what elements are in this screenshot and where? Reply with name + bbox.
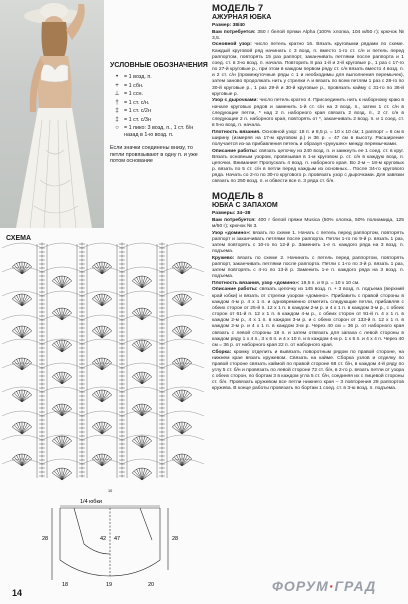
slip-stitch-icon: ⊥ <box>114 91 120 97</box>
legend-item <box>110 108 208 115</box>
legend-item-text: = 1 возд. п. <box>124 74 152 80</box>
legend-item <box>110 125 208 139</box>
schema-title: СХЕМА <box>6 235 32 242</box>
dim-19: 19 <box>106 582 113 588</box>
model8-para: Описание работы: связать цепочку из 145 возд. п. + 3 возд. п. подъема (верхний край юбки) и вязать от стрелки узором «домино». Прибавить с правой стороны в каждом 4-м р. 4 х 1 п. и одновременно отметить следующие петли, прибавляя с обеих сторон от 25-й п. 12 х 1 п. в каждом 2-м р. и 4 х 1 п. в каждом 3-м р., с обеих сторон от 61-й п. 12 х 1 п. в каждом 4-м р., с обеих сторон от 91-й п. 4 х 1 п. в каждом 2-м р., 4 х 1 п. в каждом 3-м р. и с обеих сторон от 133-й п. 12 х 1 п. в каждом 2-м р. и 4 х 1 п. в каждом 3-м р. Через 40 см = 36 р. от наборного края связать с левой стороны 18 п. и затем отвязать для запаха с левой стороны в каждом ряду 1 х 4 п., 3 х 6 п. и 4 х 10 п. и в каждом 4-м р. 1 х 5 п. и 4 х 4 п. Через 40 см = 36 р. от наборного края 22 п. от наборного края. <box>212 287 404 348</box>
model8-para: Кружево: вязать по схеме 2. Начинать с петель перед раппортом, повторять раппорт, заканчивать петлями после раппорта. Петли с 1-го по 3-й р. вязать 1 раз, затем повторять с 4-го по 13-й р. Заменить 1-е п. каждого ряда на 3 возд. п. подъема. <box>212 255 404 280</box>
model7-para: Вам потребуется: 350 г белой пряжи Alpha (100% хлопка, 104 м/50 г); крючок № 3,5. <box>212 29 404 41</box>
legend-note: Если значки соединены внизу, то петли провязывают в одну п. и уже потом основание <box>110 145 198 165</box>
model8-para: Сборка: кромку отделить и вывязать поворотным рядом по правой стороне, на нижнем крае вязать кружевом. Связать на кайме. Сборка узлов и отделку по правой стороне связать каймой по правой стороне 68 ст. б/н, в каждом 4-й ряду по углу 5 ст. б/н и провязать по левой стороне 72 ст. б/н, в 2-го р. вязать петли от узора с обеих сторон, по бортам 3 в каждом угла 5 ст. б/н, соединяя их с лицевой стороны ст. б/н. Провязать кружевом все петли нижнего края – 3 повторения 28 раппортов кружева. В конце работы провязать по бортам 1 соед. ст. в 3-ю возд. п. подъема. <box>212 349 404 392</box>
legend-item-text: = 1 ссн. <box>124 91 144 97</box>
quarter-schematic <box>52 506 168 580</box>
model7-subtitle: АЖУРНАЯ ЮБКА <box>212 14 272 21</box>
model8-size: Размеры: 34–38 <box>212 211 251 217</box>
model8-para: Узор «домино»: вязать по схеме 1. Начать с петель перед раппортом, повторять раппорт и заканчивать петлями после раппорта. Петли 1-го по 9-й р. вязать 1 раз, затем повторять с 10-го по 12-й р. Заменить 1-е п. каждого ряда на 3 возд. п. подъема. <box>212 230 404 254</box>
legend <box>110 62 208 165</box>
chain-stitch-icon: • <box>115 74 119 80</box>
row-mark: 10 <box>108 489 113 493</box>
dim-47: 47 <box>114 536 121 542</box>
model8-para: Плотность вязания, узор «домино»: 19,5 п. и 9 р. = 10 х 10 см. <box>212 280 360 286</box>
legend-item-text: = 1 ст. с/н. <box>124 99 150 106</box>
watermark-logo: ФОРУМ·ГРАД <box>272 578 377 594</box>
legend-item <box>110 74 208 81</box>
dim-28-right: 28 <box>172 536 179 542</box>
single-crochet-icon: + <box>115 82 119 89</box>
model7-title: МОДЕЛЬ 7 <box>212 3 264 14</box>
model7-para: Плотность вязания. Основной узор: 18 п. и 8,5 р. = 10 х 10 см; 1 раппорт = 6 см в ширину (измеряя на 17-м круговом р.) и 36 р. = 47 см в высоту. Расширение получается из-за прибавления петель и образуя «рукушек» между перемычками. <box>212 129 404 147</box>
model7-para: Узор с дырочками: число петель кратно 4. Присоединить нить к наборному краю в начале круговых рядов и заменить 1-й ст. с/н на 3 возд. п., затем 1 ст. с/н в следующие петли, * над 2 п. наборного края связать 2 возд. п., 2 ст. с/н в следующие 2 п. наборного края, повторять от *, заканчивать 2 возд. п. и 1 соед. ст. в 5-ю возд. п. начала. <box>212 98 404 128</box>
crochet-diagram <box>0 240 208 590</box>
dim-18: 18 <box>62 582 69 588</box>
model8-subtitle: ЮБКА С ЗАПАХОМ <box>212 202 278 210</box>
model8-para: Вам потребуется: 400 г белой пряжи Musica (50% хлопка, 50% полиамида, 125 м/50 г); крючок № 3. <box>212 217 404 229</box>
legend-item <box>110 91 208 98</box>
treble-crochet-icon: ‡ <box>115 108 119 114</box>
page-number: 14 <box>12 588 23 598</box>
legend-item-text: = 1 сбн. <box>124 82 144 89</box>
picot-icon: ○ <box>115 125 119 131</box>
model-photo <box>0 0 104 228</box>
legend-item-text: = 1 ст. с/2н <box>124 108 151 114</box>
legend-item <box>110 117 208 124</box>
model7-size: Размер: 38/40 <box>212 23 245 28</box>
legend-item-text: = 1 ст. с/3н <box>124 116 151 123</box>
legend-item <box>110 83 208 90</box>
model7-para: Описание работы: связать цепочку из 240 возд. п. и замкнуть ее 1 соед. ст. в круг. Вязать основным узором, провязывая в 1-м круговом р. ст. с/н в каждую возд. п. цепочки. Внимание! Пропускать 4 возд. п. наборного края. Во 2-м – 18-м круговых р. вязать по 5 ст. с/н в петли перед каждым из основных... После 34-го кругового ряда. Начать со 2-го по 30-го кругового р. провязать узор с дырочками. Для завязки связать по 250 возд. п. и обвести все п. 3 ряда ст. б/н. <box>212 148 404 185</box>
triple-treble-icon: ‡ <box>115 116 119 123</box>
legend-item <box>110 100 208 107</box>
double-crochet-icon: † <box>115 99 119 106</box>
legend-title: УСЛОВНЫЕ ОБОЗНАЧЕНИЯ <box>110 62 208 69</box>
model8-title: МОДЕЛЬ 8 <box>212 191 264 203</box>
quarter-title: 1/4 юбки <box>80 499 102 505</box>
instructions-column <box>212 4 404 393</box>
legend-item-text: = 1 пико: 3 возд. п., 1 ст. б/н назад в 1-ю возд. п. <box>124 125 194 138</box>
dim-42: 42 <box>100 536 107 542</box>
dim-20: 20 <box>148 582 155 588</box>
model7-para: Основной узор: число петель кратно 16. Вязать круговыми рядами по схеме. Каждый круговой ряд начинать с 3 возд. п. вместо 1-го ст. с/н и петель перед раппортом, повторять 15 раз раппорт, заканчивать петлями после раппорта и 1 соед. ст. в 3-ю возд. п. начала. Повторить 8 раз 1-й и 2-й круговые р., 1 раз с 17-го по 27-й круговые р., при этом в каждом первом ряду ст. с/н вязать вместо 4 возд. п. и 2 ст. с/н (промежуточные ряды с 1 и необходимы для выполнения перемычек), затем заново продолжать нить у стрелки А и вязать по всем петлям 1 раз с 28-го по 30-й круговые р., 1 раз 29-й и 30-й круговые р., провязать кайму с 31-го по 36-й круговые р. <box>212 42 404 97</box>
dim-28-left: 28 <box>42 536 49 542</box>
